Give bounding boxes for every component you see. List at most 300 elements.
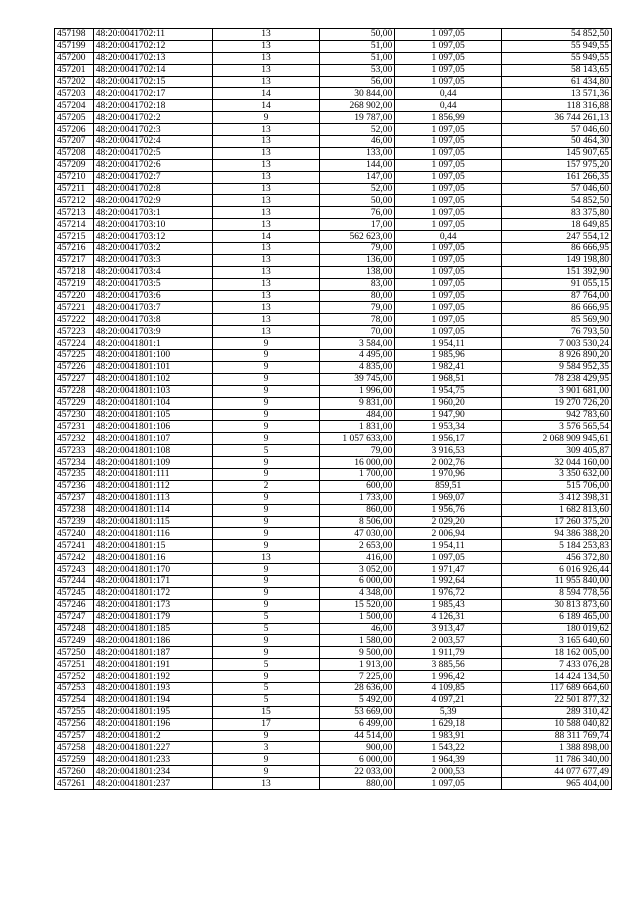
area-cell: 147,00 (319, 171, 394, 183)
cadastral-number-cell: 48:20:0041801:227 (93, 742, 212, 754)
unit-value-cell: 1 954,11 (395, 338, 502, 350)
cadastral-number-cell: 48:20:0041703:2 (93, 243, 212, 255)
row-number-cell: 457244 (55, 575, 94, 587)
unit-value-cell: 4 109,85 (395, 682, 502, 694)
cadastral-number-cell: 48:20:0041703:5 (93, 278, 212, 290)
unit-value-cell: 1 097,05 (395, 183, 502, 195)
cadastral-value-cell: 78 238 429,95 (502, 373, 612, 385)
cadastral-number-cell: 48:20:0041801:15 (93, 540, 212, 552)
cadastral-value-cell: 22 501 877,32 (502, 694, 612, 706)
cadastral-number-cell: 48:20:0041801:193 (93, 682, 212, 694)
area-cell: 8 506,00 (319, 516, 394, 528)
cadastral-number-cell: 48:20:0041801:191 (93, 659, 212, 671)
unit-value-cell: 1 097,05 (395, 326, 502, 338)
area-cell: 52,00 (319, 124, 394, 136)
row-number-cell: 457211 (55, 183, 94, 195)
row-number-cell: 457260 (55, 766, 94, 778)
cadastral-value-cell: 86 666,95 (502, 302, 612, 314)
category-code-cell: 9 (213, 421, 320, 433)
cadastral-number-cell: 48:20:0041801:107 (93, 433, 212, 445)
category-code-cell: 9 (213, 516, 320, 528)
unit-value-cell: 1 097,05 (395, 778, 502, 790)
unit-value-cell: 1 960,20 (395, 397, 502, 409)
area-cell: 144,00 (319, 159, 394, 171)
unit-value-cell: 1 985,96 (395, 350, 502, 362)
cadastral-value-cell: 11 786 340,00 (502, 754, 612, 766)
unit-value-cell: 0,44 (395, 100, 502, 112)
unit-value-cell: 1 097,05 (395, 52, 502, 64)
category-code-cell: 13 (213, 243, 320, 255)
cadastral-number-cell: 48:20:0041703:6 (93, 290, 212, 302)
category-code-cell: 5 (213, 659, 320, 671)
area-cell: 9 500,00 (319, 647, 394, 659)
cadastral-value-cell: 5 184 253,83 (502, 540, 612, 552)
area-cell: 860,00 (319, 504, 394, 516)
unit-value-cell: 2 002,76 (395, 457, 502, 469)
row-number-cell: 457208 (55, 147, 94, 159)
unit-value-cell: 1 097,05 (395, 76, 502, 88)
category-code-cell: 5 (213, 611, 320, 623)
table-row (55, 361, 612, 373)
cadastral-value-cell: 58 143,65 (502, 64, 612, 76)
row-number-cell: 457202 (55, 76, 94, 88)
row-number-cell: 457231 (55, 421, 94, 433)
unit-value-cell: 3 916,53 (395, 445, 502, 457)
cadastral-number-cell: 48:20:0041703:12 (93, 231, 212, 243)
cadastral-value-cell: 32 044 160,00 (502, 457, 612, 469)
category-code-cell: 9 (213, 397, 320, 409)
cadastral-number-cell: 48:20:0041702:13 (93, 52, 212, 64)
area-cell: 268 902,00 (319, 100, 394, 112)
row-number-cell: 457227 (55, 373, 94, 385)
cadastral-number-cell: 48:20:0041801:102 (93, 373, 212, 385)
row-number-cell: 457243 (55, 564, 94, 576)
table-row (55, 587, 612, 599)
table-row (55, 671, 612, 683)
row-number-cell: 457237 (55, 492, 94, 504)
table-row (55, 623, 612, 635)
table-row (55, 540, 612, 552)
category-code-cell: 9 (213, 433, 320, 445)
area-cell: 46,00 (319, 623, 394, 635)
row-number-cell: 457252 (55, 671, 94, 683)
table-row (55, 778, 612, 790)
unit-value-cell: 1 097,05 (395, 290, 502, 302)
area-cell: 6 499,00 (319, 718, 394, 730)
category-code-cell: 13 (213, 278, 320, 290)
table-row (55, 40, 612, 52)
row-number-cell: 457234 (55, 457, 94, 469)
area-cell: 52,00 (319, 183, 394, 195)
cadastral-number-cell: 48:20:0041801:172 (93, 587, 212, 599)
category-code-cell: 13 (213, 136, 320, 148)
category-code-cell: 13 (213, 52, 320, 64)
table-row (55, 730, 612, 742)
cadastral-number-cell: 48:20:0041801:233 (93, 754, 212, 766)
area-cell: 133,00 (319, 147, 394, 159)
area-cell: 562 623,00 (319, 231, 394, 243)
cadastral-number-cell: 48:20:0041702:12 (93, 40, 212, 52)
category-code-cell: 5 (213, 445, 320, 457)
area-cell: 136,00 (319, 254, 394, 266)
area-cell: 900,00 (319, 742, 394, 754)
category-code-cell: 5 (213, 694, 320, 706)
row-number-cell: 457255 (55, 706, 94, 718)
row-number-cell: 457200 (55, 52, 94, 64)
area-cell: 16 000,00 (319, 457, 394, 469)
area-cell: 1 500,00 (319, 611, 394, 623)
area-cell: 76,00 (319, 207, 394, 219)
category-code-cell: 13 (213, 326, 320, 338)
cadastral-value-cell: 942 783,60 (502, 409, 612, 421)
cadastral-number-cell: 48:20:0041801:113 (93, 492, 212, 504)
cadastral-number-cell: 48:20:0041702:7 (93, 171, 212, 183)
cadastral-number-cell: 48:20:0041702:15 (93, 76, 212, 88)
cadastral-value-cell: 8 594 778,56 (502, 587, 612, 599)
row-number-cell: 457209 (55, 159, 94, 171)
row-number-cell: 457199 (55, 40, 94, 52)
cadastral-number-cell: 48:20:0041801:194 (93, 694, 212, 706)
category-code-cell: 13 (213, 40, 320, 52)
row-number-cell: 457221 (55, 302, 94, 314)
category-code-cell: 9 (213, 492, 320, 504)
area-cell: 53 669,00 (319, 706, 394, 718)
cadastral-value-cell: 57 046,60 (502, 183, 612, 195)
category-code-cell: 13 (213, 64, 320, 76)
table-row (55, 350, 612, 362)
table-row (55, 706, 612, 718)
row-number-cell: 457259 (55, 754, 94, 766)
unit-value-cell: 1 097,05 (395, 302, 502, 314)
cadastral-value-cell: 54 852,50 (502, 195, 612, 207)
row-number-cell: 457246 (55, 599, 94, 611)
cadastral-value-cell: 94 386 388,20 (502, 528, 612, 540)
unit-value-cell: 1 970,96 (395, 468, 502, 480)
cadastral-value-cell: 57 046,60 (502, 124, 612, 136)
table-row (55, 445, 612, 457)
cadastral-value-cell: 6 016 926,44 (502, 564, 612, 576)
row-number-cell: 457233 (55, 445, 94, 457)
unit-value-cell: 1 097,05 (395, 314, 502, 326)
area-cell: 51,00 (319, 40, 394, 52)
cadastral-value-cell: 76 793,50 (502, 326, 612, 338)
cadastral-number-cell: 48:20:0041801:1 (93, 338, 212, 350)
row-number-cell: 457220 (55, 290, 94, 302)
category-code-cell: 13 (213, 266, 320, 278)
area-cell: 484,00 (319, 409, 394, 421)
category-code-cell: 9 (213, 409, 320, 421)
row-number-cell: 457206 (55, 124, 94, 136)
row-number-cell: 457240 (55, 528, 94, 540)
category-code-cell: 14 (213, 88, 320, 100)
row-number-cell: 457257 (55, 730, 94, 742)
area-cell: 3 052,00 (319, 564, 394, 576)
table-row (55, 314, 612, 326)
unit-value-cell: 2 006,94 (395, 528, 502, 540)
area-cell: 79,00 (319, 302, 394, 314)
cadastral-value-cell: 91 055,15 (502, 278, 612, 290)
cadastral-number-cell: 48:20:0041702:6 (93, 159, 212, 171)
row-number-cell: 457222 (55, 314, 94, 326)
cadastral-value-cell: 10 588 040,82 (502, 718, 612, 730)
area-cell: 1 913,00 (319, 659, 394, 671)
area-cell: 4 835,00 (319, 361, 394, 373)
unit-value-cell: 0,44 (395, 231, 502, 243)
cadastral-value-cell: 3 412 398,31 (502, 492, 612, 504)
cadastral-number-cell: 48:20:0041801:100 (93, 350, 212, 362)
category-code-cell: 9 (213, 373, 320, 385)
table-row (55, 326, 612, 338)
row-number-cell: 457245 (55, 587, 94, 599)
unit-value-cell: 3 885,56 (395, 659, 502, 671)
table-row (55, 682, 612, 694)
area-cell: 51,00 (319, 52, 394, 64)
area-cell: 79,00 (319, 243, 394, 255)
area-cell: 17,00 (319, 219, 394, 231)
row-number-cell: 457201 (55, 64, 94, 76)
unit-value-cell: 1 097,05 (395, 552, 502, 564)
table-row (55, 754, 612, 766)
table-row (55, 611, 612, 623)
table-row (55, 243, 612, 255)
area-cell: 78,00 (319, 314, 394, 326)
row-number-cell: 457249 (55, 635, 94, 647)
cadastral-value-cell: 19 270 726,20 (502, 397, 612, 409)
unit-value-cell: 1 911,79 (395, 647, 502, 659)
table-row (55, 433, 612, 445)
unit-value-cell: 1 097,05 (395, 147, 502, 159)
cadastral-number-cell: 48:20:0041801:116 (93, 528, 212, 540)
cadastral-value-cell: 6 189 465,00 (502, 611, 612, 623)
unit-value-cell: 1 097,05 (395, 266, 502, 278)
cadastral-value-cell: 14 424 134,50 (502, 671, 612, 683)
cadastral-value-cell: 86 666,95 (502, 243, 612, 255)
row-number-cell: 457232 (55, 433, 94, 445)
area-cell: 4 495,00 (319, 350, 394, 362)
category-code-cell: 13 (213, 290, 320, 302)
area-cell: 80,00 (319, 290, 394, 302)
table-row (55, 575, 612, 587)
area-cell: 6 000,00 (319, 754, 394, 766)
cadastral-number-cell: 48:20:0041801:108 (93, 445, 212, 457)
table-row (55, 516, 612, 528)
category-code-cell: 9 (213, 766, 320, 778)
unit-value-cell: 1 969,07 (395, 492, 502, 504)
area-cell: 138,00 (319, 266, 394, 278)
area-cell: 39 745,00 (319, 373, 394, 385)
cadastral-number-cell: 48:20:0041801:173 (93, 599, 212, 611)
category-code-cell: 13 (213, 183, 320, 195)
unit-value-cell: 2 000,53 (395, 766, 502, 778)
row-number-cell: 457241 (55, 540, 94, 552)
table-row (55, 52, 612, 64)
cadastral-value-cell: 17 260 375,20 (502, 516, 612, 528)
table-row (55, 266, 612, 278)
row-number-cell: 457203 (55, 88, 94, 100)
table-row (55, 528, 612, 540)
cadastral-value-cell: 8 926 890,20 (502, 350, 612, 362)
category-code-cell: 14 (213, 100, 320, 112)
unit-value-cell: 1 856,99 (395, 112, 502, 124)
cadastral-value-cell: 161 266,35 (502, 171, 612, 183)
cadastral-value-cell: 118 316,88 (502, 100, 612, 112)
table-row (55, 659, 612, 671)
row-number-cell: 457254 (55, 694, 94, 706)
category-code-cell: 13 (213, 778, 320, 790)
table-row (55, 100, 612, 112)
cadastral-value-cell: 7 003 530,24 (502, 338, 612, 350)
table-row (55, 183, 612, 195)
table-row (55, 159, 612, 171)
unit-value-cell: 1 992,64 (395, 575, 502, 587)
unit-value-cell: 1 956,17 (395, 433, 502, 445)
cadastral-value-cell: 247 554,12 (502, 231, 612, 243)
category-code-cell: 2 (213, 480, 320, 492)
cadastral-number-cell: 48:20:0041801:195 (93, 706, 212, 718)
table-body (55, 29, 612, 790)
table-row (55, 718, 612, 730)
cadastral-value-cell: 50 464,30 (502, 136, 612, 148)
category-code-cell: 9 (213, 457, 320, 469)
cadastral-number-cell: 48:20:0041703:7 (93, 302, 212, 314)
unit-value-cell: 1 629,18 (395, 718, 502, 730)
area-cell: 19 787,00 (319, 112, 394, 124)
cadastral-number-cell: 48:20:0041801:185 (93, 623, 212, 635)
cadastral-number-cell: 48:20:0041703:9 (93, 326, 212, 338)
row-number-cell: 457250 (55, 647, 94, 659)
row-number-cell: 457219 (55, 278, 94, 290)
unit-value-cell: 1 097,05 (395, 219, 502, 231)
category-code-cell: 14 (213, 231, 320, 243)
unit-value-cell: 1 996,42 (395, 671, 502, 683)
cadastral-number-cell: 48:20:0041801:109 (93, 457, 212, 469)
unit-value-cell: 1 097,05 (395, 243, 502, 255)
unit-value-cell: 2 003,57 (395, 635, 502, 647)
cadastral-value-cell: 3 165 640,60 (502, 635, 612, 647)
area-cell: 6 000,00 (319, 575, 394, 587)
cadastral-value-cell: 1 388 898,00 (502, 742, 612, 754)
cadastral-value-cell: 1 682 813,60 (502, 504, 612, 516)
cadastral-number-cell: 48:20:0041702:9 (93, 195, 212, 207)
category-code-cell: 13 (213, 124, 320, 136)
row-number-cell: 457238 (55, 504, 94, 516)
area-cell: 9 831,00 (319, 397, 394, 409)
row-number-cell: 457198 (55, 29, 94, 41)
area-cell: 880,00 (319, 778, 394, 790)
category-code-cell: 9 (213, 528, 320, 540)
cadastral-value-cell: 54 852,50 (502, 29, 612, 41)
area-cell: 5 492,00 (319, 694, 394, 706)
table-row (55, 136, 612, 148)
table-row (55, 742, 612, 754)
cadastral-value-cell: 456 372,80 (502, 552, 612, 564)
area-cell: 47 030,00 (319, 528, 394, 540)
cadastral-value-cell: 151 392,90 (502, 266, 612, 278)
unit-value-cell: 1 097,05 (395, 207, 502, 219)
cadastral-value-cell: 11 955 840,00 (502, 575, 612, 587)
row-number-cell: 457215 (55, 231, 94, 243)
table-row (55, 302, 612, 314)
row-number-cell: 457247 (55, 611, 94, 623)
cadastral-value-cell: 180 019,62 (502, 623, 612, 635)
table-row (55, 457, 612, 469)
area-cell: 83,00 (319, 278, 394, 290)
unit-value-cell: 4 126,31 (395, 611, 502, 623)
cadastral-number-cell: 48:20:0041801:101 (93, 361, 212, 373)
category-code-cell: 9 (213, 112, 320, 124)
cadastral-value-table (54, 28, 612, 790)
unit-value-cell: 1 097,05 (395, 64, 502, 76)
cadastral-number-cell: 48:20:0041801:16 (93, 552, 212, 564)
area-cell: 56,00 (319, 76, 394, 88)
category-code-cell: 9 (213, 564, 320, 576)
row-number-cell: 457216 (55, 243, 94, 255)
category-code-cell: 9 (213, 599, 320, 611)
cadastral-number-cell: 48:20:0041702:17 (93, 88, 212, 100)
cadastral-value-cell: 3 901 681,00 (502, 385, 612, 397)
cadastral-number-cell: 48:20:0041702:8 (93, 183, 212, 195)
table-row (55, 231, 612, 243)
cadastral-number-cell: 48:20:0041801:115 (93, 516, 212, 528)
cadastral-number-cell: 48:20:0041703:3 (93, 254, 212, 266)
cadastral-value-cell: 87 764,00 (502, 290, 612, 302)
cadastral-value-cell: 44 077 677,49 (502, 766, 612, 778)
category-code-cell: 9 (213, 647, 320, 659)
cadastral-number-cell: 48:20:0041801:192 (93, 671, 212, 683)
cadastral-value-cell: 145 907,65 (502, 147, 612, 159)
row-number-cell: 457207 (55, 136, 94, 148)
cadastral-value-cell: 157 975,20 (502, 159, 612, 171)
unit-value-cell: 1 971,47 (395, 564, 502, 576)
category-code-cell: 13 (213, 314, 320, 326)
table-row (55, 338, 612, 350)
category-code-cell: 13 (213, 29, 320, 41)
category-code-cell: 13 (213, 159, 320, 171)
cadastral-value-cell: 289 310,42 (502, 706, 612, 718)
unit-value-cell: 1 097,05 (395, 124, 502, 136)
category-code-cell: 9 (213, 361, 320, 373)
cadastral-value-cell: 3 350 632,00 (502, 468, 612, 480)
table-row (55, 171, 612, 183)
unit-value-cell: 1 097,05 (395, 40, 502, 52)
row-number-cell: 457261 (55, 778, 94, 790)
cadastral-number-cell: 48:20:0041801:170 (93, 564, 212, 576)
unit-value-cell: 1 097,05 (395, 171, 502, 183)
cadastral-value-cell: 7 433 076,28 (502, 659, 612, 671)
row-number-cell: 457210 (55, 171, 94, 183)
category-code-cell: 13 (213, 254, 320, 266)
category-code-cell: 13 (213, 302, 320, 314)
cadastral-number-cell: 48:20:0041801:196 (93, 718, 212, 730)
row-number-cell: 457224 (55, 338, 94, 350)
category-code-cell: 9 (213, 587, 320, 599)
table-row (55, 29, 612, 41)
area-cell: 3 584,00 (319, 338, 394, 350)
cadastral-value-cell: 18 649,85 (502, 219, 612, 231)
cadastral-value-cell: 55 949,55 (502, 52, 612, 64)
table-row (55, 290, 612, 302)
cadastral-value-cell: 149 198,80 (502, 254, 612, 266)
category-code-cell: 9 (213, 730, 320, 742)
unit-value-cell: 1 097,05 (395, 29, 502, 41)
row-number-cell: 457253 (55, 682, 94, 694)
table-row (55, 64, 612, 76)
cadastral-value-cell: 3 576 565,54 (502, 421, 612, 433)
table-row (55, 468, 612, 480)
category-code-cell: 9 (213, 635, 320, 647)
unit-value-cell: 1 985,43 (395, 599, 502, 611)
area-cell: 1 831,00 (319, 421, 394, 433)
